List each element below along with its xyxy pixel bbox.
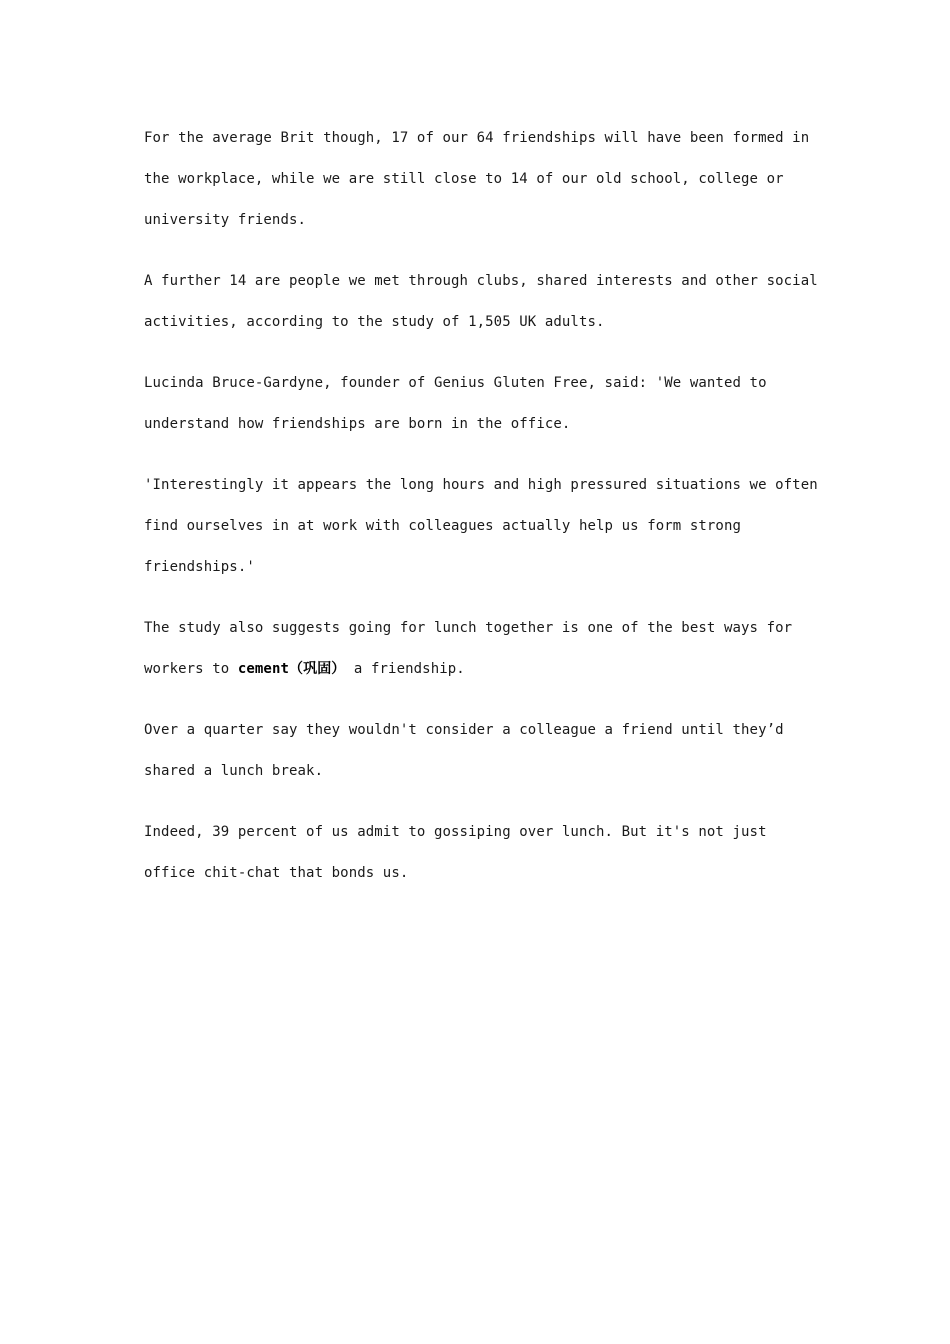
text-line: understand how friendships are born in the office. (144, 416, 571, 432)
text-line: friendships.' (144, 559, 255, 575)
paragraph-5 (144, 608, 824, 690)
paragraph-6 (144, 710, 824, 792)
text-line: activities, according to the study of 1,505 UK adults. (144, 314, 605, 330)
text-line: Over a quarter say they wouldn't consider a colleague a friend until they’d (144, 722, 784, 738)
paragraph-3 (144, 363, 824, 445)
text-line: the workplace, while we are still close to 14 of our old school, college or (144, 171, 784, 187)
text-line: university friends. (144, 212, 307, 228)
text-segment: workers to (144, 661, 238, 677)
text-line: Indeed, 39 percent of us admit to gossiping over lunch. But it's not just (144, 824, 767, 840)
text-line: The study also suggests going for lunch together is one of the best ways for (144, 620, 793, 636)
text-line: Lucinda Bruce-Gardyne, founder of Genius Gluten Free, said: 'We wanted to (144, 375, 767, 391)
paragraph-7 (144, 812, 824, 894)
document-body (144, 118, 824, 914)
paragraph-1 (144, 118, 824, 241)
text-segment: a friendship. (345, 661, 465, 677)
vocabulary-term: cement（巩固） (237, 661, 346, 677)
text-line: shared a lunch break. (144, 763, 324, 779)
text-line: For the average Brit though, 17 of our 64 friendships will have been formed in (144, 130, 810, 146)
paragraph-2 (144, 261, 824, 343)
text-line: find ourselves in at work with colleagues actually help us form strong (144, 518, 742, 534)
text-line: 'Interestingly it appears the long hours and high pressured situations we often (144, 477, 818, 493)
text-line: A further 14 are people we met through clubs, shared interests and other social (144, 273, 818, 289)
text-line: office chit-chat that bonds us. (144, 865, 409, 881)
paragraph-4 (144, 465, 824, 588)
text-line-with-term (144, 649, 824, 690)
